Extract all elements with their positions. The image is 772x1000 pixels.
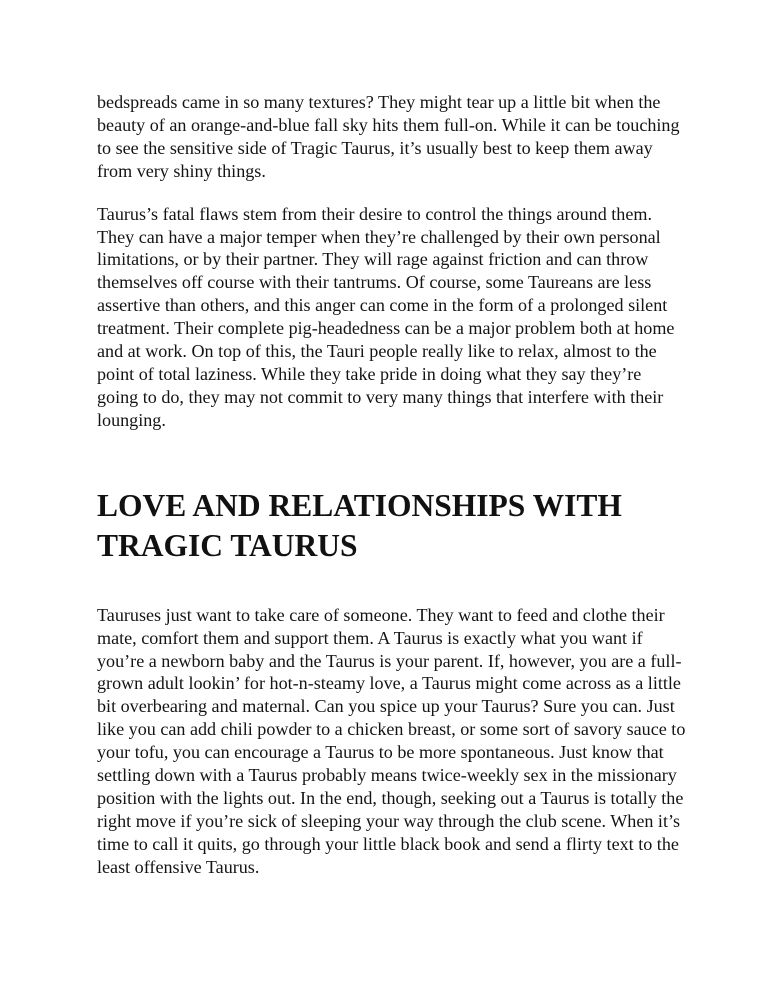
paragraph-love-relationships: Tauruses just want to take care of someone. They want to feed and clothe their mate, comfort them and support them. A Taurus is exactly what you want if you’re a newborn baby and the Taurus is your parent. If, however, you are a full-grown adult lookin’ for hot-n-steamy love, a Taurus might come across as a little bit overbearing and maternal. Can you spice up your Taurus? Sure you can. Just like you can add chili powder to a chicken breast, or some sort of savory sauce to your tofu, you can encourage a Taurus to be more spontaneous. Just know that settling down with a Taurus probably means twice-weekly sex in the missionary position with the lights out. In the end, though, seeking out a Taurus is totally the right move if you’re sick of sleeping your way through the club scene. When it’s time to call it quits, go through your little black book and send a flirty text to the least offensive Taurus. [97,604,686,877]
section-heading: LOVE AND RELATIONSHIPS WITH TRAGIC TAURUS [97,487,622,563]
paragraph-fatal-flaws: Taurus’s fatal flaws stem from their desire to control the things around them. They can have a major temper when they’re challenged by their own personal limitations, or by their partner. They will rage against friction and can throw themselves off course with their tantrums. Of course, some Taureans are less assertive than others, and this anger can come in the form of a prolonged silent treatment. Their complete pig-headedness can be a major problem both at home and at work. On top of this, the Tauri people really like to relax, almost to the point of total laziness. While they take pride in doing what they say they’re going to do, they may not commit to very many things that interfere with their lounging. [97,203,675,430]
paragraph-continuation: bedspreads came in so many textures? They might tear up a little bit when the beauty of an orange-and-blue fall sky hits them full-on. While it can be touching to see the sensitive side of Tragic Taurus, it’s usually best to keep them away from very shiny things. [97,92,680,181]
page-content [97,91,687,879]
